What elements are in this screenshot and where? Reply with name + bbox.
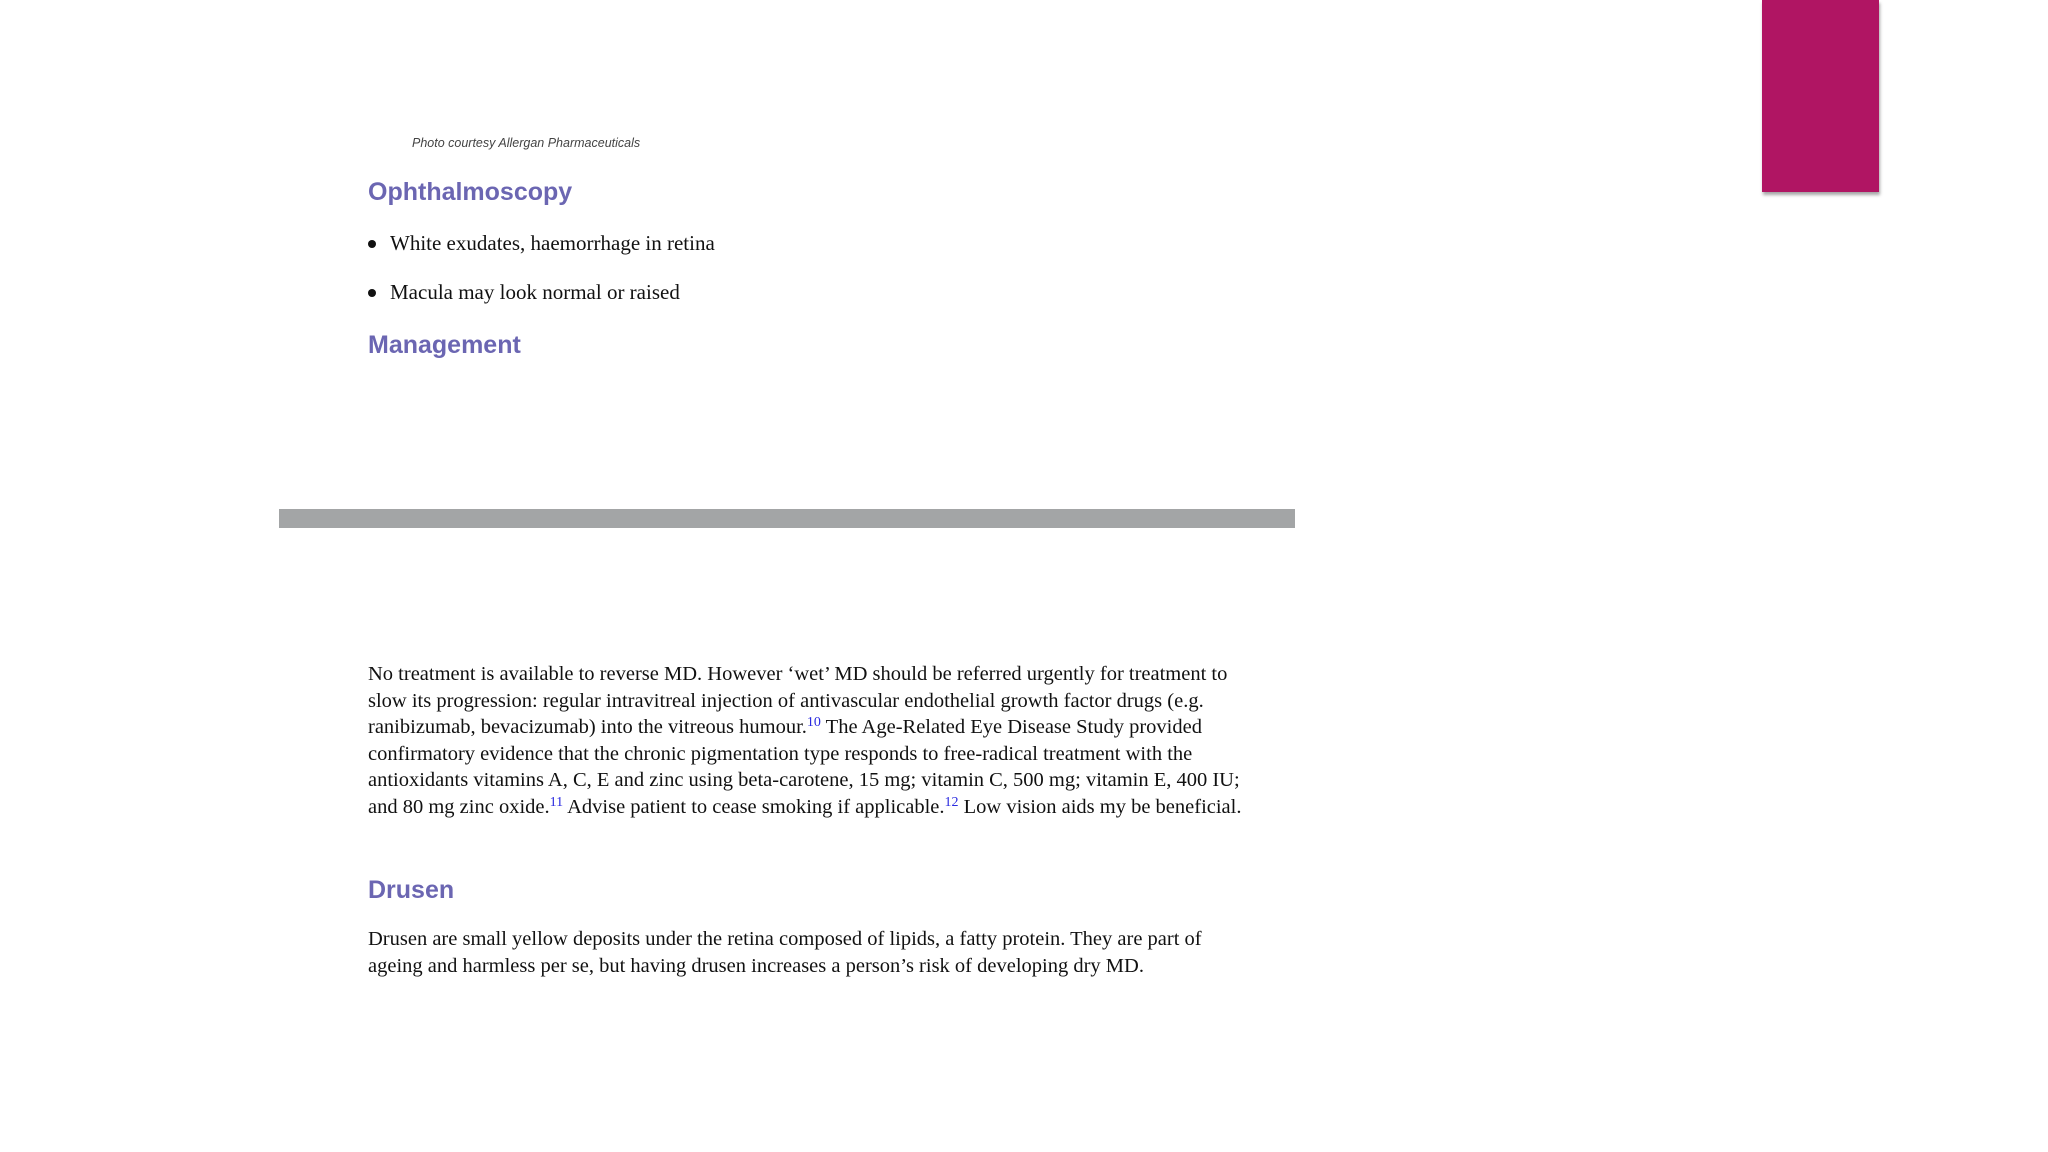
list-item-text: Macula may look normal or raised: [390, 280, 680, 304]
list-item: [368, 277, 715, 326]
drusen-paragraph: Drusen are small yellow deposits under the retina composed of lipids, a fatty protein. They are part of ageing and harmless per se, but having drusen increases a person’s risk of developing dry MD.: [368, 928, 1202, 977]
accent-tab: [1762, 0, 1879, 192]
heading-ophthalmoscopy: Ophthalmoscopy: [368, 178, 573, 206]
footnote-ref[interactable]: 12: [944, 794, 959, 810]
ophthalmoscopy-list: [368, 228, 715, 326]
management-text: Advise patient to cease smoking if applicable.: [563, 795, 945, 818]
bullet-icon: [368, 240, 376, 248]
footnote-ref[interactable]: 10: [806, 715, 821, 730]
heading-drusen: Drusen: [368, 876, 455, 904]
divider-bar: [279, 509, 1295, 528]
heading-management: Management: [368, 331, 521, 359]
management-text: The Age-Related Eye Disease Study provided confirmatory evidence that the chronic pigmentation type responds to free-radical treatment with the antioxidants vitamins A, C, E and zinc using beta-carotene, 15 mg; vitamin C, 500 mg; vitamin E, 400 IU; and 80 mg zinc oxide.: [368, 716, 1240, 818]
management-paragraph: [368, 661, 1248, 820]
list-item: [368, 228, 715, 277]
footnote-ref[interactable]: 11: [549, 794, 564, 810]
management-text: Low vision aids my be beneficial.: [958, 795, 1242, 818]
list-item-text: White exudates, haemorrhage in retina: [390, 231, 715, 255]
bullet-icon: [368, 289, 376, 297]
management-text: No treatment is available to reverse MD. However ‘wet’ MD should be referred urgently for treatment to slow its progression: regular intravitreal injection of antivascular endothelial growth factor drugs (e.g. ranibizumab, bevacizumab) into the vitreous humour.: [368, 663, 1228, 738]
photo-caption: Photo courtesy Allergan Pharmaceuticals: [412, 136, 641, 150]
